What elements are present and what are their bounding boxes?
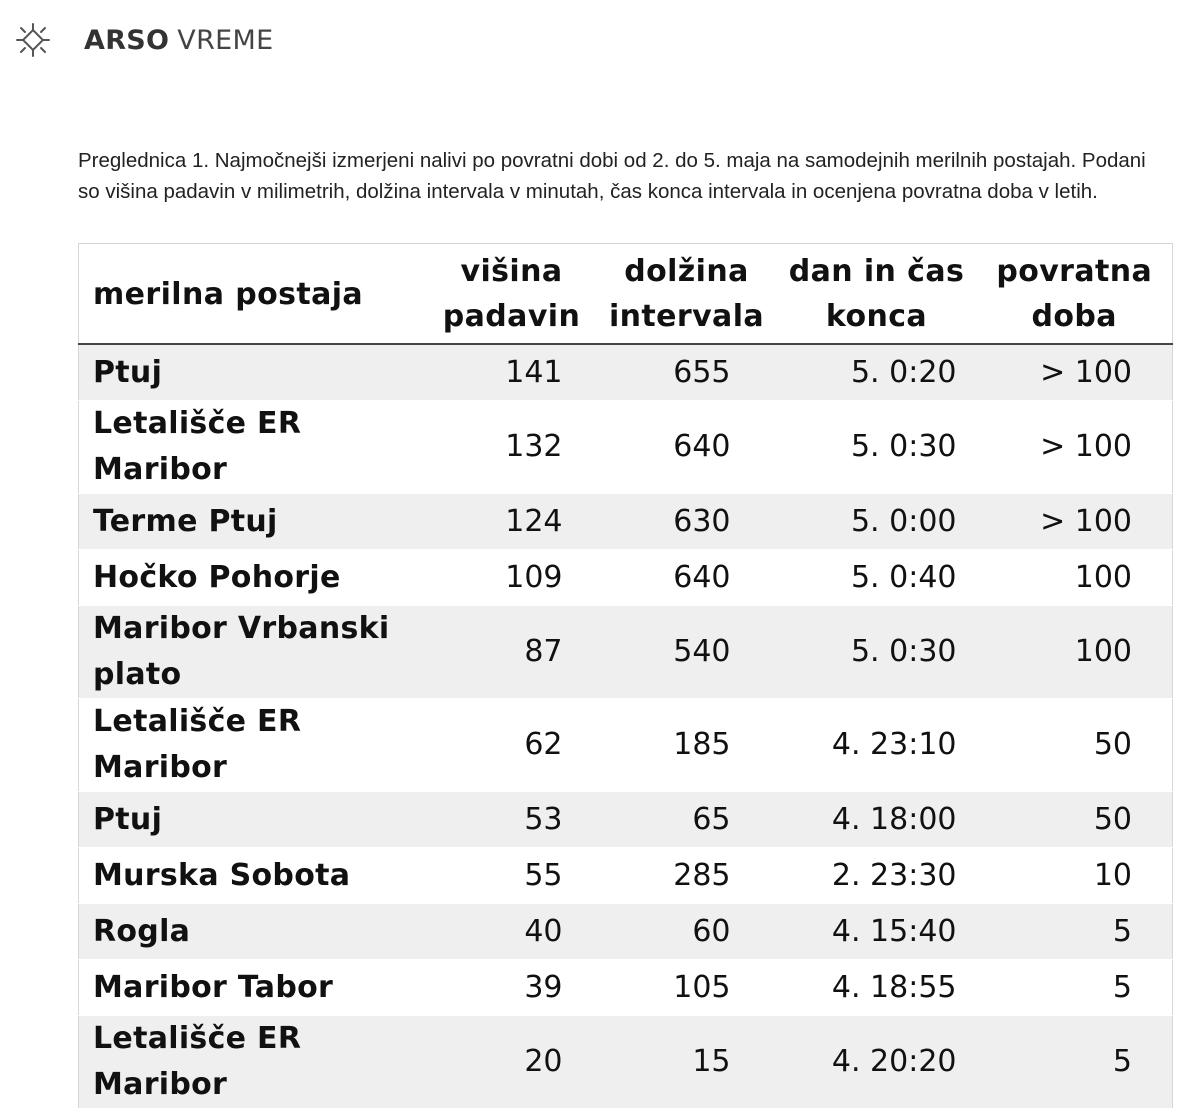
- cell-return: 5: [977, 960, 1173, 1016]
- cell-length: 65: [597, 792, 777, 848]
- cell-station: Letališče ER Maribor: [79, 699, 427, 792]
- table-row: [79, 699, 1173, 792]
- brand-name: [84, 25, 273, 56]
- cell-time: 2. 23:30: [777, 848, 977, 904]
- cell-time: 5. 0:00: [777, 494, 977, 550]
- cell-time: 5. 0:40: [777, 550, 977, 606]
- table-row: [79, 344, 1173, 401]
- cell-return: 100: [977, 550, 1173, 606]
- cell-length: 640: [597, 550, 777, 606]
- cell-return: 5: [977, 904, 1173, 960]
- cell-height: 40: [427, 904, 597, 960]
- table-row: [79, 401, 1173, 494]
- table-row: [79, 848, 1173, 904]
- header-height: višina padavin: [427, 244, 597, 345]
- cell-return: > 100: [977, 344, 1173, 401]
- cell-station: Maribor Tabor: [79, 960, 427, 1016]
- cell-height: 62: [427, 699, 597, 792]
- table-row: [79, 1016, 1173, 1109]
- cell-return: > 100: [977, 401, 1173, 494]
- table-row: [79, 792, 1173, 848]
- cell-time: 5. 0:30: [777, 401, 977, 494]
- brand-name-light: VREME: [177, 24, 274, 56]
- cell-time: 5. 0:20: [777, 344, 977, 401]
- cell-return: 50: [977, 699, 1173, 792]
- header-time: dan in čas konca: [777, 244, 977, 345]
- cell-station: Letališče ER Maribor: [79, 401, 427, 494]
- brand-logo[interactable]: [14, 20, 273, 60]
- cell-time: 4. 18:00: [777, 792, 977, 848]
- cell-length: 285: [597, 848, 777, 904]
- table-row: [79, 606, 1173, 699]
- table-row: [79, 960, 1173, 1016]
- table-row: [79, 550, 1173, 606]
- cell-length: 105: [597, 960, 777, 1016]
- table-row: [79, 494, 1173, 550]
- header-station: merilna postaja: [79, 244, 427, 345]
- cell-height: 124: [427, 494, 597, 550]
- cell-height: 109: [427, 550, 597, 606]
- table-header-row: [79, 244, 1173, 345]
- cell-time: 4. 20:20: [777, 1016, 977, 1109]
- cell-station: Letališče ER Maribor: [79, 1016, 427, 1109]
- cell-height: 87: [427, 606, 597, 699]
- table-row: [79, 904, 1173, 960]
- cell-length: 15: [597, 1016, 777, 1109]
- cell-station: Terme Ptuj: [79, 494, 427, 550]
- cell-height: 39: [427, 960, 597, 1016]
- header-length: dolžina intervala: [597, 244, 777, 345]
- cell-height: 132: [427, 401, 597, 494]
- cell-time: 5. 0:30: [777, 606, 977, 699]
- cell-station: Rogla: [79, 904, 427, 960]
- cell-return: 5: [977, 1016, 1173, 1109]
- cell-height: 53: [427, 792, 597, 848]
- cell-station: Maribor Vrbanski plato: [79, 606, 427, 699]
- cell-time: 4. 23:10: [777, 699, 977, 792]
- cell-station: Ptuj: [79, 792, 427, 848]
- cell-height: 55: [427, 848, 597, 904]
- cell-return: 10: [977, 848, 1173, 904]
- cell-length: 185: [597, 699, 777, 792]
- cell-return: 100: [977, 606, 1173, 699]
- cell-station: Ptuj: [79, 344, 427, 401]
- sun-icon: [14, 21, 52, 59]
- cell-time: 4. 18:55: [777, 960, 977, 1016]
- cell-height: 141: [427, 344, 597, 401]
- cell-time: 4. 15:40: [777, 904, 977, 960]
- cell-length: 640: [597, 401, 777, 494]
- cell-length: 60: [597, 904, 777, 960]
- cell-return: 50: [977, 792, 1173, 848]
- brand-name-bold: ARSO: [84, 24, 170, 56]
- table-caption: Preglednica 1. Najmočnejši izmerjeni nalivi po povratni dobi od 2. do 5. maja na samodejnih merilnih postajah. Podani so višina padavin v milimetrih, dolžina intervala v minutah, čas konca intervala in ocenjena povratna doba v letih.: [78, 148, 1146, 203]
- rainfall-table: [78, 243, 1173, 1109]
- cell-length: 655: [597, 344, 777, 401]
- cell-station: Hočko Pohorje: [79, 550, 427, 606]
- cell-station: Murska Sobota: [79, 848, 427, 904]
- cell-length: 630: [597, 494, 777, 550]
- header-return: povratna doba: [977, 244, 1173, 345]
- cell-return: > 100: [977, 494, 1173, 550]
- cell-length: 540: [597, 606, 777, 699]
- cell-height: 20: [427, 1016, 597, 1109]
